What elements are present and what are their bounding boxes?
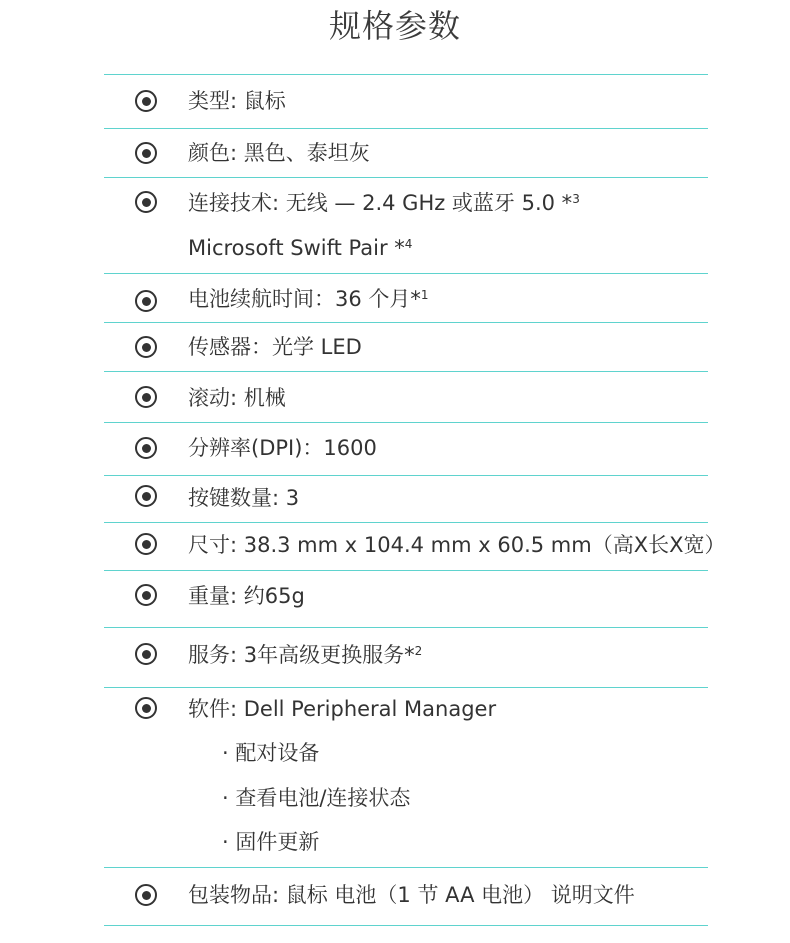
spec-row-software [104,688,708,867]
footnote-mark: 1 [420,288,429,302]
radio-bullet-icon [135,90,157,112]
spec-package-text: 包装物品: 鼠标 电池（1 节 AA 电池） 说明文件 [188,883,635,907]
spec-battery-value: 电池续航时间：36 个月* [188,287,421,311]
divider [104,925,708,926]
spec-dimensions-text: 尺寸: 38.3 mm x 104.4 mm x 60.5 mm（高X长X宽） [188,533,726,557]
radio-bullet-icon [135,533,157,555]
spec-connectivity-text [188,190,580,216]
spec-row-battery [104,274,708,322]
radio-bullet-icon [135,584,157,606]
radio-bullet-icon [135,697,157,719]
spec-row-buttons [104,476,708,522]
radio-bullet-icon [135,191,157,213]
spec-row-package [104,868,708,925]
radio-bullet-icon [135,884,157,906]
spec-buttons-text: 按键数量: 3 [188,486,300,510]
radio-bullet-icon [135,437,157,459]
spec-row-connectivity [104,178,708,273]
spec-row-service [104,628,708,687]
spec-row-sensor [104,323,708,371]
radio-bullet-icon [135,386,157,408]
spec-list [104,74,726,926]
spec-service-value: 服务: 3年高级更换服务* [188,643,415,667]
radio-bullet-icon [135,290,157,312]
spec-scroll-text: 滚动: 机械 [188,386,286,410]
spec-row-dimensions [104,523,726,570]
spec-battery-text [188,286,429,312]
spec-connectivity-line2 [188,235,412,261]
radio-bullet-icon [135,336,157,358]
spec-color-text: 颜色: 黑色、泰坦灰 [188,141,370,165]
software-feature-firmware: · 固件更新 [222,830,320,854]
radio-bullet-icon [135,643,157,665]
spec-row-weight [104,571,708,627]
spec-software-text: 软件: Dell Peripheral Manager [188,697,497,721]
spec-row-scroll [104,372,708,422]
software-feature-pair: · 配对设备 [222,741,320,765]
radio-bullet-icon [135,485,157,507]
spec-swift-pair-text: Microsoft Swift Pair * [188,236,405,260]
spec-type-text: 类型: 鼠标 [188,89,286,113]
software-feature-battery-status: · 查看电池/连接状态 [222,786,411,810]
radio-bullet-icon [135,142,157,164]
spec-weight-text: 重量: 约65g [188,584,305,608]
footnote-mark: 4 [404,237,413,251]
spec-row-dpi [104,423,708,475]
footnote-mark: 3 [572,192,580,206]
spec-dpi-text: 分辨率(DPI)：1600 [188,436,377,460]
spec-sensor-text: 传感器：光学 LED [188,335,362,359]
spec-row-color [104,129,708,177]
spec-connectivity-line1: 连接技术: 无线 — 2.4 GHz 或蓝牙 5.0 * [188,191,573,215]
page-title: 规格参数 [328,7,461,45]
footnote-mark: 2 [414,644,423,658]
spec-service-text [188,642,422,668]
spec-row-type [104,75,708,128]
